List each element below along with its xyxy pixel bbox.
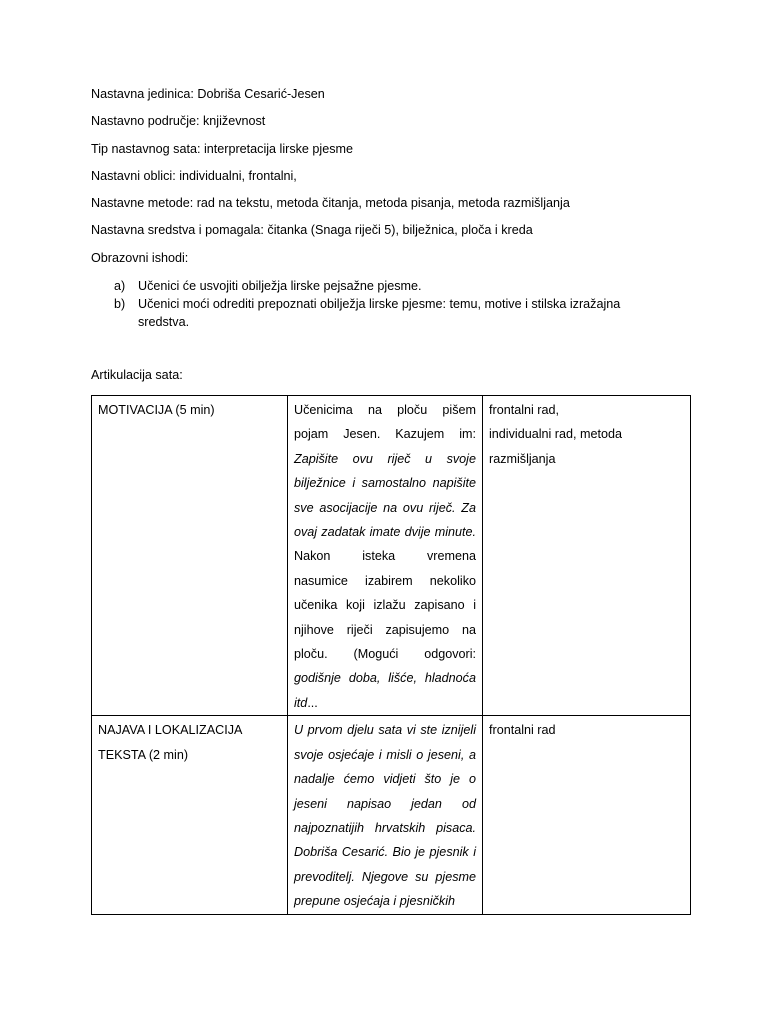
activity-text: Zapišite ovu riječ u svoje bilježnice i samostalno napišite sve asocijacije na ovu riječ. Za ovaj zadatak imate dvije minute. [294,451,476,540]
activity-cell [288,716,483,914]
outcome-text: Učenici će usvojiti obilježja lirske pejsažne pjesme. [138,279,422,293]
teaching-aids-line: Nastavna sredstva i pomagala: čitanka (Snaga riječi 5), bilježnica, ploča i kreda [91,223,533,237]
outcome-item [91,277,651,295]
lesson-table [91,395,691,915]
table-row [92,716,691,914]
activity-text: ... [307,695,318,710]
outcome-marker: b) [114,297,126,311]
teaching-methods-line: Nastavne metode: rad na tekstu, metoda čitanja, metoda pisanja, metoda razmišljanja [91,196,570,210]
outcome-item [91,295,651,331]
articulation-heading: Artikulacija sata: [91,368,183,382]
activity-cell [288,396,483,716]
work-form-cell [483,396,691,716]
activity-text: U prvom djelu sata vi ste iznijeli svoje osjećaje i misli o jeseni, a nadalje ćemo vidjeti što je o jeseni napisao jedan od najpoznatijih hrvatskih pisaca. Dobriša Cesarić. Bio je pjesnik i prevoditelj. Njegove su pjesme prepune osjećaja i pjesničkih [294,723,476,909]
teaching-unit-line: Nastavna jedinica: Dobriša Cesarić-Jesen [91,87,325,101]
activity-text: godišnje doba, lišće, hladnoća itd [294,671,476,710]
work-form-line: frontalni rad, [489,403,560,417]
teaching-forms-line: Nastavni oblici: individualni, frontalni, [91,169,297,183]
teaching-area-line: Nastavno područje: književnost [91,114,266,128]
phase-cell: MOTIVACIJA (5 min) [92,396,288,716]
table-row [92,396,691,716]
work-form-line: individualni rad, metoda razmišljanja [489,427,623,466]
work-form-line: frontalni rad [489,723,556,738]
activity-text: Učenicima na ploču pišem pojam Jesen. Kazujem im: [294,403,476,442]
outcomes-list [91,277,651,331]
activity-text: Nakon isteka vremena nasumice izabirem nekoliko učenika koji izlažu zapisano i njihove riječi zapisujemo na ploču. (Mogući odgovori: [294,549,476,662]
lesson-type-line: Tip nastavnog sata: interpretacija lirske pjesme [91,142,354,156]
outcome-marker: a) [114,279,126,293]
outcome-text: Učenici moći odrediti prepoznati obilježja lirske pjesme: temu, motive i stilska izražajna sredstva. [138,297,621,329]
work-form-cell [483,716,691,914]
phase-cell: NAJAVA I LOKALIZACIJA TEKSTA (2 min) [92,716,288,914]
outcomes-heading: Obrazovni ishodi: [91,251,189,265]
